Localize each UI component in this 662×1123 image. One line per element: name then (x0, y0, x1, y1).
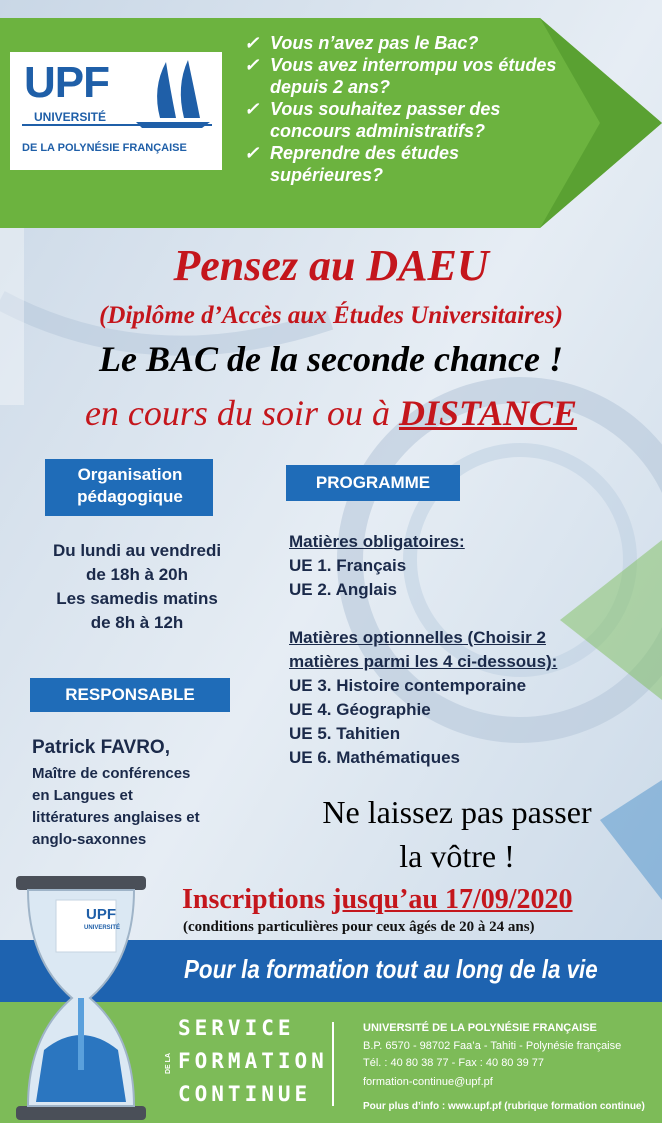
logo-polynesie-text: DE LA POLYNÉSIE FRANÇAISE (22, 142, 187, 154)
logo-universite-text: UNIVERSITÉ (34, 110, 107, 124)
question-item: ✓ Vous n’avez pas le Bac? (244, 33, 479, 53)
service-line-3: CONTINUE (178, 1082, 312, 1106)
check-icon: ✓ (244, 99, 260, 119)
service-line-2: FORMATION (178, 1049, 328, 1073)
questions-list (244, 32, 574, 186)
responsable-name: Patrick FAVRO, (32, 737, 170, 758)
optional-heading: Matières optionnelles (Choisir 2 matières parmi les 4 ci-dessous): (289, 628, 558, 671)
hourglass-logo-upf: UPF (86, 906, 116, 923)
address-phone: Tél. : 40 80 38 77 - Fax : 40 80 39 77 (363, 1057, 545, 1069)
question-item: ✓ Vous avez interrompu vos études depuis 2 ans? (244, 55, 557, 97)
hourglass-icon (0, 870, 170, 1123)
programme-heading-box (286, 465, 460, 501)
hourglass-logo-universite: UNIVERSITÉ (84, 925, 121, 931)
band-tagline: Pour la formation tout au long de la vie (184, 954, 598, 984)
upf-logo (10, 52, 222, 170)
check-icon: ✓ (244, 143, 260, 163)
tagline-title: Le BAC de la seconde chance ! (99, 339, 563, 379)
service-de-la: DE LA (165, 1053, 172, 1074)
inscriptions-conditions: (conditions particulières pour ceux âgés de 20 à 24 ans) (183, 919, 535, 935)
check-icon: ✓ (244, 33, 260, 53)
question-item: ✓ Reprendre des études supérieures? (244, 143, 460, 185)
canoe-icon (132, 58, 212, 128)
responsable-heading: RESPONSABLE (65, 685, 195, 704)
organisation-heading: Organisation pédagogique (77, 465, 183, 506)
check-icon: ✓ (244, 55, 260, 75)
main-title: Pensez au DAEU (173, 241, 489, 290)
responsable-title: Maître de conférences en Langues et littératures anglaises et anglo-saxonnes (32, 765, 200, 848)
footer-divider (332, 1022, 334, 1106)
mode-title: en cours du soir ou à DISTANCE (84, 393, 578, 433)
optional-section: Matières optionnelles (Choisir 2 matières parmi les 4 ci-dessous): UE 3. Histoire contemporaine UE 4. Géographie UE 5. Tahitien UE 6. Mathématiques (289, 626, 619, 770)
mandatory-section: Matières obligatoires: UE 1. Français UE 2. Anglais (289, 532, 465, 599)
slogan-line-2: la vôtre ! (399, 838, 515, 874)
responsable-heading-box (30, 678, 230, 712)
programme-heading: PROGRAMME (315, 473, 431, 492)
address-website[interactable]: Pour plus d’info : www.upf.pf (rubrique formation continue) (363, 1101, 645, 1112)
inscriptions-deadline: jusqu’au 17/09/2020 (332, 884, 573, 915)
inscriptions-line: Inscriptions jusqu’au 17/09/2020 (182, 884, 573, 915)
service-line-1: SERVICE (178, 1016, 295, 1040)
organisation-heading-box (45, 459, 213, 516)
address-bp: B.P. 6570 - 98702 Faa’a - Tahiti - Polynésie française (363, 1040, 622, 1052)
logo-upf-text: UPF (24, 58, 109, 107)
question-item: ✓ Vous souhaitez passer des concours administratifs? (244, 99, 501, 141)
mandatory-heading: Matières obligatoires: (289, 532, 465, 551)
distance-highlight: DISTANCE (398, 393, 578, 433)
schedule: Du lundi au vendredi de 18h à 20h Les samedis matins de 8h à 12h (52, 541, 222, 632)
address-email[interactable]: formation-continue@upf.pf (363, 1076, 493, 1088)
address-university: UNIVERSITÉ DE LA POLYNÉSIE FRANÇAISE (363, 1022, 597, 1034)
slogan-line-1: Ne laissez pas passer (322, 794, 592, 830)
subtitle: (Diplôme d’Accès aux Études Universitaires) (99, 302, 563, 329)
